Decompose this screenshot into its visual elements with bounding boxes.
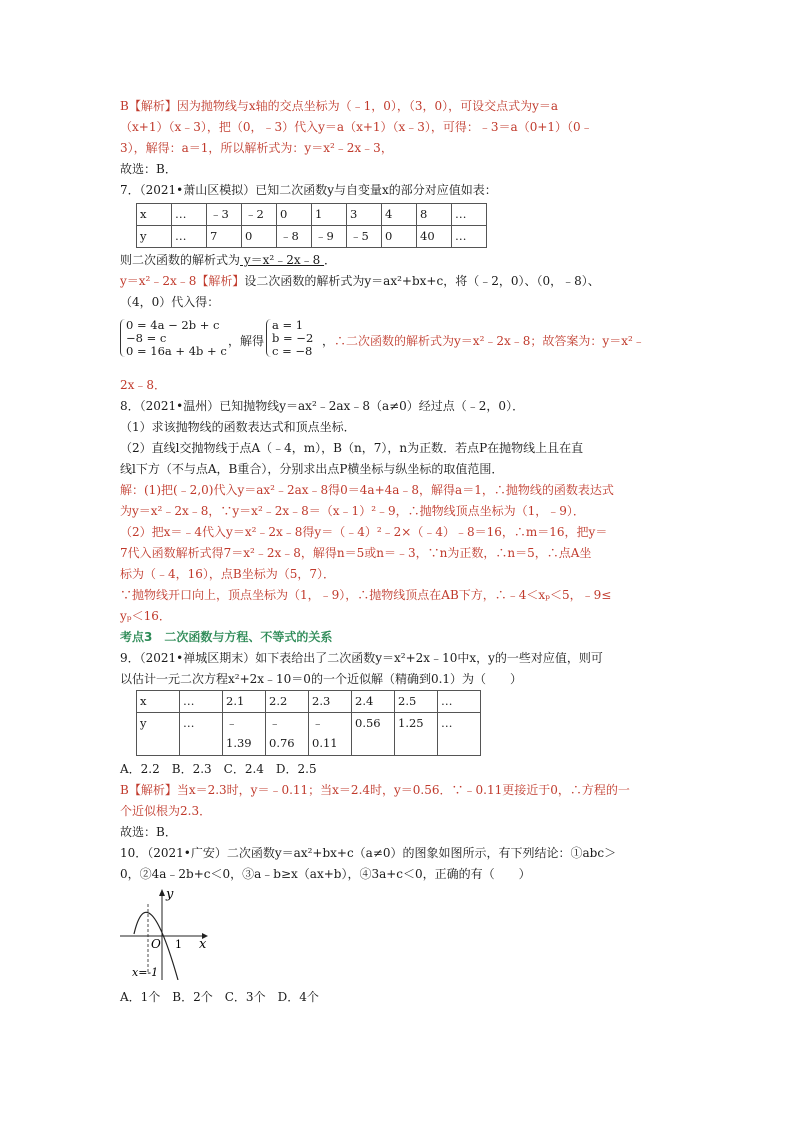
table-cell: ﹣8	[277, 226, 312, 248]
q10-options: A．1个 B．2个 C．3个 D．4个	[120, 990, 319, 1004]
q7-stem: 7．（2021•萧山区模拟）已知二次函数y与自变量x的部分对应值如表：	[120, 183, 497, 197]
q9-table	[136, 690, 481, 756]
q7-ask-answer: y＝x²﹣2x﹣8	[240, 253, 325, 267]
solution-eq-2: b = −2	[272, 331, 314, 345]
table-cell: ﹣9	[312, 226, 347, 248]
table-cell: 0	[277, 204, 312, 226]
table-cell: …	[438, 713, 481, 756]
q8-part-2a: （2）直线l交抛物线于点A（﹣4，m），B（n，7），n为正数．若点P在抛物线上且在直	[120, 441, 584, 455]
q10-stem-1: 10．（2021•广安）二次函数y＝ax²+bx+c（a≠0）的图象如图所示，有下列结论：①abc＞	[120, 846, 617, 860]
q8-stem: 8．（2021•温州）已知抛物线y＝ax²﹣2ax﹣8（a≠0）经过点（﹣2，0）．	[120, 399, 525, 413]
q9-solution-1: B【解析】当x＝2.3时，y＝﹣0.11；当x＝2.4时，y＝0.56．∵﹣0.11更接近于0，∴方程的一	[120, 783, 630, 797]
q9-options: A．2.2 B．2.3 C．2.4 D．2.5	[120, 762, 317, 776]
prev-solution-line-3: 3），解得：a＝1，所以解析式为：y＝x²﹣2x﹣3，	[120, 141, 393, 155]
table-row	[137, 691, 481, 713]
cell-line-2: 0.76	[269, 736, 295, 750]
table-cell: 1	[312, 204, 347, 226]
q8-solution-3a: ∵抛物线开口向上，顶点坐标为（1，﹣9），∴抛物线顶点在AB下方，∴﹣4＜xₚ＜5，﹣9≤	[120, 588, 612, 602]
y-axis-label: y	[166, 887, 174, 902]
cell-line-1: ﹣	[269, 716, 281, 730]
system-eq-3: 0 = 16a + 4b + c	[126, 344, 227, 358]
table-cell: 8	[417, 204, 452, 226]
table-cell: …	[452, 204, 487, 226]
tick-label-one: 1	[175, 938, 182, 951]
q7-ask-prefix: 则二次函数的解析式为	[120, 253, 241, 267]
q9-stem-1: 9．（2021•禅城区期末）如下表给出了二次函数y＝x²+2x﹣10中x，y的一些对应值，则可	[120, 651, 603, 665]
q8-part-1: （1）求该抛物线的函数表达式和顶点坐标．	[120, 420, 356, 434]
table-cell: y	[137, 713, 180, 756]
symmetry-label: x=-1	[132, 966, 159, 979]
q8-solution-3b: yₚ＜16．	[120, 609, 171, 623]
prev-solution-line-2: （x+1）（x﹣3），把（0，﹣3）代入y＝a（x+1）（x﹣3），可得：﹣3＝a（0+1）（0﹣	[120, 120, 593, 134]
q7-solve-word: ，解得	[228, 334, 265, 348]
parabola-graph	[120, 880, 212, 980]
table-row	[137, 204, 487, 226]
q7-solution-line-3	[322, 332, 645, 350]
q7-table	[136, 203, 487, 248]
q7-conclusion: ∴二次函数的解析式为y＝x²﹣2x﹣8；故答案为：y＝x²﹣	[334, 334, 645, 348]
cell-line-1: ﹣	[312, 716, 324, 730]
table-cell: 2.2	[266, 691, 309, 713]
table-cell: 7	[207, 226, 242, 248]
q9-stem-2: 以估计一元二次方程x²+2x﹣10＝0的一个近似解（精确到0.1）为（ ）	[120, 672, 523, 686]
q7-ask-suffix: ．	[324, 253, 337, 267]
q10-stem-2: 0，②4a﹣2b+c＜0，③a﹣b≥x（ax+b），④3a+c＜0，正确的有（ ）	[120, 867, 531, 881]
q8-part-2b: 线l下方（不与点A，B重合），分别求出点P横坐标与纵坐标的取值范围．	[120, 462, 504, 476]
table-cell: ﹣5	[347, 226, 382, 248]
table-cell	[309, 713, 352, 756]
table-row	[137, 713, 481, 756]
table-cell: 0.56	[352, 713, 395, 756]
system-eq-1: 0 = 4a − 2b + c	[126, 318, 220, 332]
table-cell: 40	[417, 226, 452, 248]
table-cell: …	[180, 691, 223, 713]
table-cell: 2.1	[223, 691, 266, 713]
table-cell: …	[180, 713, 223, 756]
q8-solution-2a: （2）把x＝﹣4代入y＝x²﹣2x﹣8得y＝（﹣4）²﹣2×（﹣4）﹣8＝16，∴m＝16，把y＝	[120, 525, 608, 539]
cell-line-2: 0.11	[312, 736, 338, 750]
cell-line-2: 1.39	[226, 736, 252, 750]
table-cell: y	[137, 226, 172, 248]
cell-line-1: ﹣	[226, 716, 238, 730]
origin-label: O	[151, 937, 161, 951]
table-cell: …	[172, 226, 207, 248]
table-cell: 3	[347, 204, 382, 226]
table-cell: 1.25	[395, 713, 438, 756]
section-heading: 考点3 二次函数与方程、不等式的关系	[120, 630, 333, 644]
table-cell: 2.4	[352, 691, 395, 713]
q7-ask	[120, 251, 336, 269]
prev-solution-line-1: B【解析】因为抛物线与x轴的交点坐标为（﹣1，0），（3，0），可设交点式为y＝a	[120, 99, 559, 113]
table-cell: x	[137, 204, 172, 226]
parabola-figure	[120, 880, 212, 980]
q7-solution-line-4: 2x﹣8．	[120, 378, 167, 392]
q7-solution-text: 设二次函数的解析式为y＝ax²+bx+c，将（﹣2，0）、（0，﹣8）、	[244, 274, 600, 288]
table-cell: 2.5	[395, 691, 438, 713]
system-eq-2: −8 = c	[126, 331, 167, 345]
q9-solution-2: 个近似根为2.3．	[120, 804, 212, 818]
x-axis-label: x	[199, 937, 207, 952]
table-cell	[223, 713, 266, 756]
q8-solution-1b: 为y＝x²﹣2x﹣8，∵y＝x²﹣2x﹣8＝（x﹣1）²﹣9，∴抛物线顶点坐标为（1，﹣9）．	[120, 504, 585, 518]
table-cell: …	[452, 226, 487, 248]
q7-solution-line-2: （4，0）代入得：	[120, 295, 220, 309]
solution-eq-3: c = −8	[272, 344, 313, 358]
table-cell: …	[172, 204, 207, 226]
solution-eq-1: a = 1	[272, 318, 304, 332]
table-cell: x	[137, 691, 180, 713]
table-cell: 0	[242, 226, 277, 248]
q9-conclusion: 故选：B．	[120, 825, 177, 839]
table-cell	[266, 713, 309, 756]
prev-solution-conclusion: 故选：B．	[120, 162, 177, 176]
table-cell: 0	[382, 226, 417, 248]
y-axis-arrow	[159, 889, 165, 896]
table-cell: …	[438, 691, 481, 713]
table-cell: 2.3	[309, 691, 352, 713]
table-cell: ﹣2	[242, 204, 277, 226]
table-row	[137, 226, 487, 248]
q7-solution-line-1	[120, 272, 600, 290]
q8-solution-2b: 7代入函数解析式得7＝x²﹣2x﹣8，解得n＝5或n＝﹣3，∵n为正数，∴n＝5，∴点A坐	[120, 546, 592, 560]
q8-solution-1a: 解：(1)把(﹣2,0)代入y＝ax²﹣2ax﹣8得0＝4a+4a﹣8，解得a＝1，∴抛物线的函数表达式	[120, 483, 614, 497]
q7-solution-answer: y＝x²﹣2x﹣8【解析】	[120, 274, 245, 288]
q8-solution-2c: 标为（﹣4，16），点B坐标为（5，7）．	[120, 567, 335, 581]
table-cell: 4	[382, 204, 417, 226]
table-cell: ﹣3	[207, 204, 242, 226]
q7-comma: ，	[322, 334, 335, 348]
